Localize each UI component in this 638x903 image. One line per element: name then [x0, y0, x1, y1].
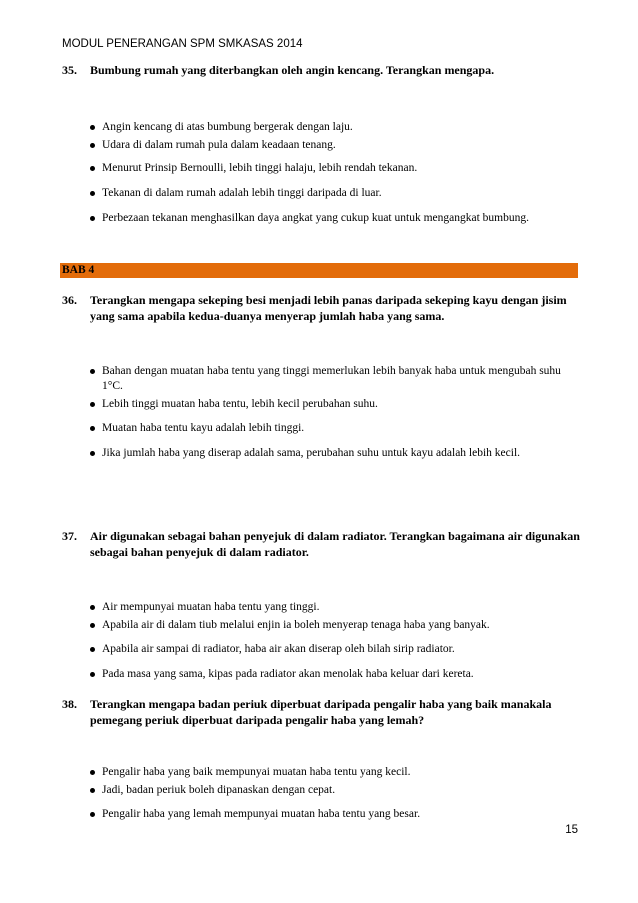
list-item: Angin kencang di atas bumbung bergerak dengan laju. [88, 120, 570, 135]
question-text: Terangkan mengapa sekeping besi menjadi lebih panas daripada sekeping kayu dengan jisim yang sama apabila kedua-duanya menyerap jumlah haba yang sama. [90, 293, 567, 323]
bullet-icon [90, 788, 95, 793]
answer-list-37 [88, 600, 570, 682]
list-item: Tekanan di dalam rumah adalah lebih tinggi daripada di luar. [88, 186, 570, 201]
list-item: Udara di dalam rumah pula dalam keadaan tenang. [88, 138, 570, 153]
question-text: Terangkan mengapa badan periuk diperbuat daripada pengalir haba yang baik manakala pemegang periuk diperbuat daripada pengalir haba yang lemah? [90, 697, 552, 727]
list-item: Apabila air sampai di radiator, haba air akan diserap oleh bilah sirip radiator. [88, 642, 570, 657]
bullet-icon [90, 812, 95, 817]
question-number: 38. [62, 697, 77, 711]
bullet-icon [90, 191, 95, 196]
list-item: Pengalir haba yang baik mempunyai muatan haba tentu yang kecil. [88, 765, 570, 780]
list-item: Bahan dengan muatan haba tentu yang tinggi memerlukan lebih banyak haba untuk mengubah suhu 1°C. [88, 364, 570, 394]
answer-list-36 [88, 364, 570, 461]
bullet-icon [90, 369, 95, 374]
list-item: Muatan haba tentu kayu adalah lebih tinggi. [88, 421, 570, 436]
bullet-icon [90, 672, 95, 677]
page-number: 15 [565, 824, 578, 836]
list-item: Air mempunyai muatan haba tentu yang tinggi. [88, 600, 570, 615]
question-text: Air digunakan sebagai bahan penyejuk di dalam radiator. Terangkan bagaimana air digunakan sebagai bahan penyejuk di dalam radiator. [90, 529, 580, 559]
bullet-icon [90, 402, 95, 407]
answer-list-38 [88, 765, 570, 822]
bullet-icon [90, 647, 95, 652]
list-item: Menurut Prinsip Bernoulli, lebih tinggi halaju, lebih rendah tekanan. [88, 161, 570, 176]
list-item: Perbezaan tekanan menghasilkan daya angkat yang cukup kuat untuk mengangkat bumbung. [88, 211, 570, 226]
bullet-icon [90, 770, 95, 775]
list-item: Lebih tinggi muatan haba tentu, lebih kecil perubahan suhu. [88, 397, 570, 412]
list-item: Apabila air di dalam tiub melalui enjin ia boleh menyerap tenaga haba yang banyak. [88, 618, 570, 633]
question-number: 36. [62, 293, 77, 307]
list-item: Jadi, badan periuk boleh dipanaskan dengan cepat. [88, 783, 570, 798]
bullet-icon [90, 605, 95, 610]
list-item: Pengalir haba yang lemah mempunyai muatan haba tentu yang besar. [88, 807, 570, 822]
question-number: 35. [62, 63, 77, 77]
bullet-icon [90, 143, 95, 148]
bullet-icon [90, 451, 95, 456]
list-item: Jika jumlah haba yang diserap adalah sama, perubahan suhu untuk kayu adalah lebih kecil. [88, 446, 570, 461]
section-header-bar [60, 263, 578, 278]
bullet-icon [90, 623, 95, 628]
question-number: 37. [62, 529, 77, 543]
bullet-icon [90, 166, 95, 171]
bullet-icon [90, 426, 95, 431]
bullet-icon [90, 125, 95, 130]
bullet-icon [90, 216, 95, 221]
section-title: BAB 4 [62, 264, 95, 276]
page-header: MODUL PENERANGAN SPM SMKASAS 2014 [62, 38, 303, 50]
list-item: Pada masa yang sama, kipas pada radiator akan menolak haba keluar dari kereta. [88, 667, 570, 682]
answer-list-35 [88, 120, 570, 226]
question-text: Bumbung rumah yang diterbangkan oleh angin kencang. Terangkan mengapa. [90, 63, 495, 77]
